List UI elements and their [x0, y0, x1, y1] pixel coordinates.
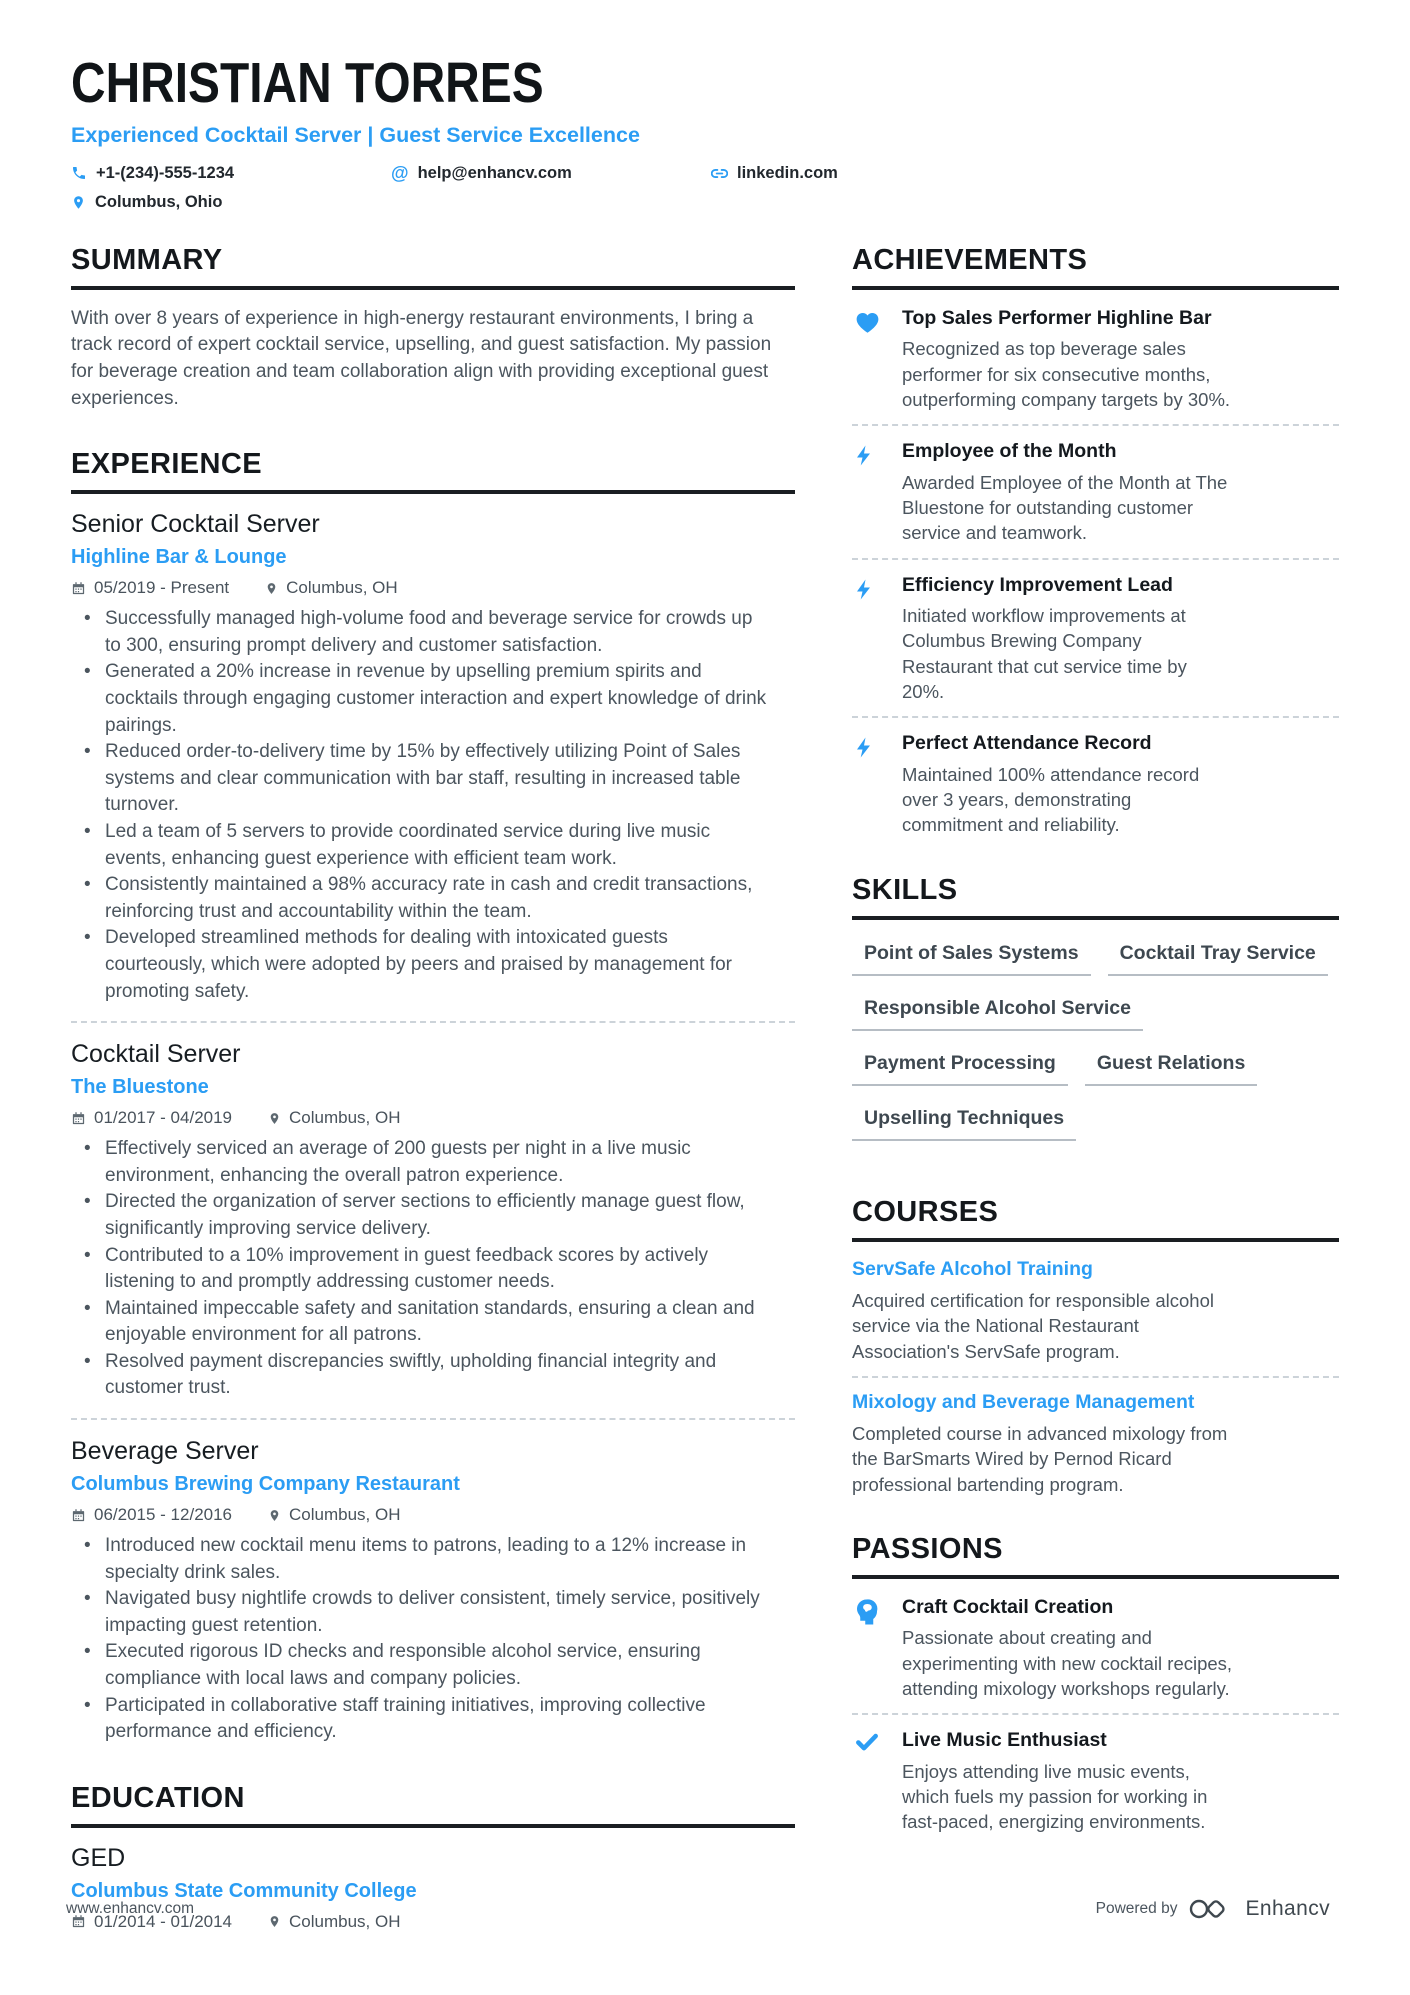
bullet-item: • Participated in collaborative staff training initiatives, improving collective performance and efficiency. — [71, 1693, 771, 1746]
contact-row — [71, 163, 1339, 212]
job-bullets — [71, 606, 795, 1005]
job-location-text: Columbus, OH — [286, 578, 398, 598]
contact-linkedin[interactable] — [711, 163, 1339, 184]
job-bullets — [71, 1533, 795, 1746]
dashed-divider — [852, 1713, 1339, 1715]
job-entry — [71, 1437, 795, 1746]
passion-title: Craft Cocktail Creation — [902, 1595, 1114, 1618]
bolt-icon — [852, 439, 886, 545]
job-dates — [71, 1505, 232, 1525]
bullet-item: • Developed streamlined methods for dealing with intoxicated guests courteously, which were adopted by peers and praised by management for promoting safety. — [71, 925, 771, 1005]
bullet-item: • Executed rigorous ID checks and responsible alcohol service, ensuring compliance with local laws and company policies. — [71, 1639, 771, 1692]
calendar-icon — [71, 581, 86, 596]
bullet-item: • Maintained impeccable safety and sanitation standards, ensuring a clean and enjoyable environment for all patrons. — [71, 1296, 771, 1349]
right-column — [852, 244, 1339, 1968]
dashed-divider — [852, 716, 1339, 718]
experience-heading: EXPERIENCE — [71, 448, 795, 494]
summary-section — [71, 244, 795, 412]
person-name: CHRISTIAN TORRES — [71, 51, 544, 115]
contact-phone[interactable] — [71, 163, 391, 184]
skill-tag: Guest Relations — [1085, 1050, 1257, 1086]
course-item — [852, 1258, 1339, 1364]
content-columns — [71, 244, 1339, 1968]
skills-list — [852, 936, 1339, 1160]
achievement-item — [852, 439, 1339, 545]
bullet-item: • Generated a 20% increase in revenue by upselling premium spirits and cocktails through engaging customer interaction and expert knowledge of drink pairings. — [71, 659, 771, 739]
job-dates-text: 06/2015 - 12/2016 — [94, 1505, 233, 1525]
achievement-title: Efficiency Improvement Lead — [902, 573, 1173, 596]
powered-by-label: Powered by — [1095, 1900, 1178, 1917]
link-icon — [711, 165, 728, 182]
passion-title: Live Music Enthusiast — [902, 1729, 1107, 1752]
website-link[interactable]: www.enhancv.com — [66, 1900, 195, 1917]
course-title: Mixology and Beverage Management — [852, 1390, 1195, 1413]
location-pin-icon — [268, 1508, 281, 1523]
passion-body — [902, 1595, 1234, 1701]
job-dates — [71, 578, 229, 598]
achievement-title: Perfect Attendance Record — [902, 732, 1152, 755]
job-location — [268, 1108, 400, 1128]
headline: Experienced Cocktail Server | Guest Service Excellence — [71, 122, 640, 147]
bolt-icon — [852, 731, 886, 837]
phone-number: +1-(234)-555-1234 — [96, 163, 235, 182]
courses-section — [852, 1196, 1339, 1497]
achievement-description: Recognized as top beverage sales performer for six consecutive months, outperforming company targets by 30%. — [902, 338, 1231, 410]
course-description: Acquired certification for responsible alcohol service via the National Restaurant Association's ServSafe program. — [852, 1289, 1214, 1362]
achievements-section — [852, 244, 1339, 838]
job-location — [268, 1505, 400, 1525]
achievement-description: Initiated workflow improvements at Columbus Brewing Company Restaurant that cut service time by 20%. — [902, 605, 1187, 703]
job-dates-text: 05/2019 - Present — [94, 578, 230, 598]
bullet-item: • Contributed to a 10% improvement in guest feedback scores by actively listening to and promptly addressing customer needs. — [71, 1243, 771, 1296]
achievement-body — [902, 439, 1234, 545]
achievement-body — [902, 573, 1234, 705]
dashed-divider — [71, 1021, 795, 1023]
course-title: ServSafe Alcohol Training — [852, 1257, 1093, 1280]
powered-by[interactable] — [1096, 1897, 1330, 1921]
job-company[interactable]: Columbus Brewing Company Restaurant — [71, 1473, 460, 1496]
dashed-divider — [71, 1418, 795, 1420]
heart-icon — [852, 306, 886, 412]
summary-heading: SUMMARY — [71, 244, 795, 290]
job-dates — [71, 1108, 232, 1128]
enhancv-wordmark: Enhancv — [1245, 1897, 1330, 1920]
job-entry — [71, 1040, 795, 1402]
bolt-icon — [852, 573, 886, 705]
skills-heading: SKILLS — [852, 874, 1339, 920]
degree-title: GED — [71, 1843, 126, 1872]
dashed-divider — [852, 1376, 1339, 1378]
passion-item — [852, 1728, 1339, 1834]
job-title: Senior Cocktail Server — [71, 510, 320, 539]
achievement-title: Employee of the Month — [902, 440, 1117, 463]
bullet-item: • Directed the organization of server sections to efficiently manage guest flow, significantly improving service delivery. — [71, 1189, 771, 1242]
education-location-text: Columbus, OH — [289, 1911, 401, 1931]
bullet-item: • Successfully managed high-volume food and beverage service for crowds up to 300, ensuring prompt delivery and customer satisfaction. — [71, 606, 771, 659]
passions-section — [852, 1533, 1339, 1835]
achievement-description: Awarded Employee of the Month at The Bluestone for outstanding customer service and teamwork. — [902, 471, 1228, 544]
skill-tag: Payment Processing — [852, 1050, 1068, 1086]
contact-location — [71, 193, 391, 212]
achievement-description: Maintained 100% attendance record over 3 years, demonstrating commitment and reliability. — [902, 763, 1200, 836]
resume-header — [71, 51, 1339, 212]
enhancv-logo-icon — [1188, 1897, 1234, 1921]
job-meta-row — [71, 1108, 795, 1128]
job-location-text: Columbus, OH — [289, 1505, 401, 1525]
head-brain-icon — [852, 1595, 886, 1701]
summary-text: With over 8 years of experience in high-energy restaurant environments, I bring a track record of expert cocktail service, upselling, and guest satisfaction. My passion for beverage creation and team collaboration align with providing exceptional guest experiences. — [71, 307, 772, 409]
skill-tag: Upselling Techniques — [852, 1105, 1076, 1141]
bullet-item: • Resolved payment discrepancies swiftly, upholding financial integrity and customer trust. — [71, 1349, 771, 1402]
passion-description: Passionate about creating and experimenting with new cocktail recipes, attending mixology workshops regularly. — [902, 1627, 1233, 1699]
contact-email[interactable] — [391, 163, 711, 184]
job-dates-text: 01/2017 - 04/2019 — [94, 1108, 233, 1128]
bullet-item: • Introduced new cocktail menu items to patrons, leading to a 12% increase in specialty drink sales. — [71, 1533, 771, 1586]
skill-tag: Point of Sales Systems — [852, 940, 1091, 976]
bullet-item: • Effectively serviced an average of 200 guests per night in a live music environment, enhancing the overall patron experience. — [71, 1136, 771, 1189]
passion-body — [902, 1728, 1234, 1834]
passion-description: Enjoys attending live music events, which fuels my passion for working in fast-paced, energizing environments. — [902, 1760, 1208, 1833]
job-title: Cocktail Server — [71, 1040, 241, 1069]
location-pin-icon — [71, 194, 86, 211]
left-column — [71, 244, 795, 1968]
courses-heading: COURSES — [852, 1196, 1339, 1242]
job-location-text: Columbus, OH — [289, 1108, 401, 1128]
bullet-item: • Reduced order-to-delivery time by 15% by effectively utilizing Point of Sales systems and clear communication with bar staff, resulting in increased table turnover. — [71, 739, 771, 819]
dashed-divider — [852, 558, 1339, 560]
job-title: Beverage Server — [71, 1437, 259, 1466]
passion-item — [852, 1595, 1339, 1701]
passions-heading: PASSIONS — [852, 1533, 1339, 1579]
school-name[interactable]: Columbus State Community College — [71, 1879, 417, 1902]
job-meta-row — [71, 578, 795, 598]
at-icon: @ — [391, 162, 409, 183]
achievement-body — [902, 731, 1234, 837]
job-location — [265, 578, 397, 598]
bullet-item: • Consistently maintained a 98% accuracy rate in cash and credit transactions, reinforcing trust and accountability within the team. — [71, 872, 771, 925]
email-address: help@enhancv.com — [417, 163, 572, 182]
location-pin-icon — [268, 1111, 281, 1126]
course-item — [852, 1391, 1339, 1497]
job-company[interactable]: The Bluestone — [71, 1076, 209, 1099]
page-footer — [66, 1897, 1330, 1921]
calendar-icon — [71, 1111, 86, 1126]
achievement-item — [852, 306, 1339, 412]
location-pin-icon — [265, 581, 278, 596]
location-text: Columbus, Ohio — [95, 192, 223, 211]
education-dates-text: 01/2014 - 01/2014 — [94, 1911, 233, 1931]
job-entry — [71, 510, 795, 1005]
achievement-item — [852, 573, 1339, 705]
achievement-item — [852, 731, 1339, 837]
phone-icon — [71, 165, 87, 181]
skills-section — [852, 874, 1339, 1160]
calendar-icon — [71, 1508, 86, 1523]
achievements-heading: ACHIEVEMENTS — [852, 244, 1339, 290]
bullet-item: • Led a team of 5 servers to provide coordinated service during live music events, enhancing guest experience with efficient team work. — [71, 819, 771, 872]
job-bullets — [71, 1136, 795, 1402]
linkedin-url: linkedin.com — [737, 163, 838, 182]
job-meta-row — [71, 1505, 795, 1525]
education-heading: EDUCATION — [71, 1782, 795, 1828]
bullet-item: • Navigated busy nightlife crowds to deliver consistent, timely service, positively impacting guest retention. — [71, 1586, 771, 1639]
skill-tag: Responsible Alcohol Service — [852, 995, 1143, 1031]
experience-section — [71, 448, 795, 1746]
job-company[interactable]: Highline Bar & Lounge — [71, 546, 287, 569]
dashed-divider — [852, 424, 1339, 426]
skill-tag: Cocktail Tray Service — [1108, 940, 1328, 976]
checkmark-icon — [852, 1728, 886, 1834]
achievement-title: Top Sales Performer Highline Bar — [902, 306, 1212, 329]
course-description: Completed course in advanced mixology from the BarSmarts Wired by Pernod Ricard professional bartending program. — [852, 1422, 1228, 1495]
achievement-body — [902, 306, 1234, 412]
